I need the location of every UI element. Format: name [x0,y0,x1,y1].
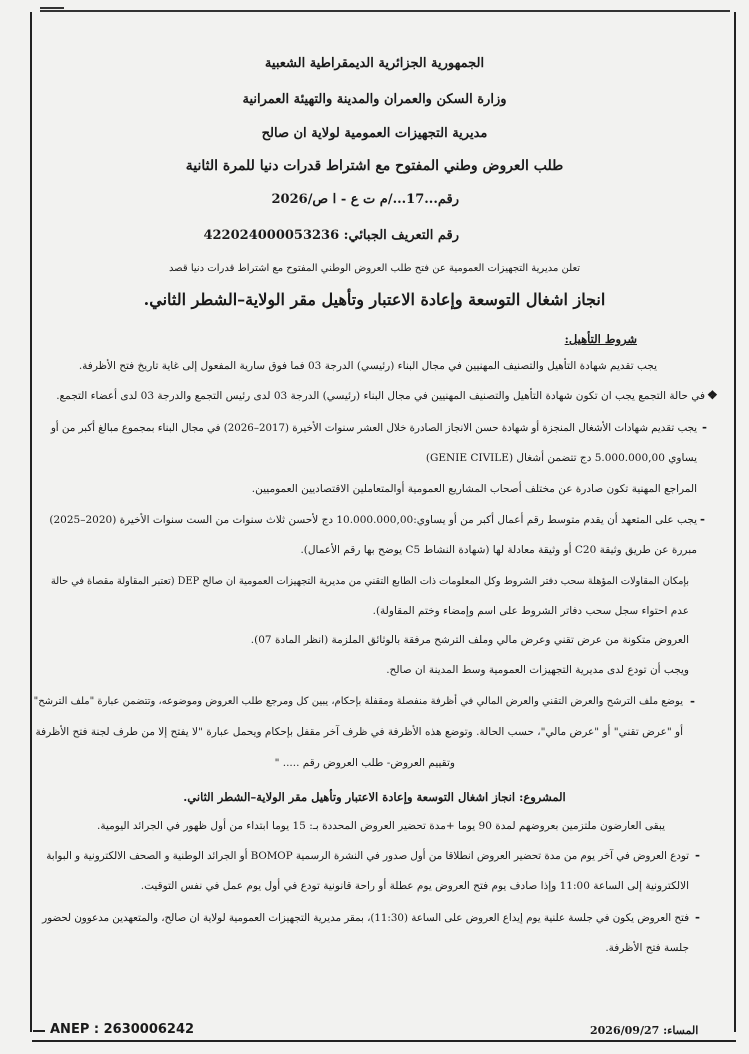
project-label: المشروع: انجاز اشغال التوسعة وإعادة الاعتبار وتأهيل مقر الولاية–الشطر الثاني. [183,790,566,804]
tender-title: طلب العروض وطني المفتوح مع اشتراط قدرات دنيا للمرة الثانية [185,158,564,174]
header-republic: الجمهورية الجزائرية الديمقراطية الشعبية [264,56,485,71]
text-line: يجب تقديم شهادات الأشغال المنجزة أو شهادة حسن الانجاز الصادرة خلال العشر سنوات الأخيرة (2017–2026) في مجال البناء بمجموع مبالغ أكبر من أو [50,422,697,434]
text-line: بإمكان المقاولات المؤهلة سحب دفتر الشروط وكل المعلومات ذات الطابع التقني من مديرية التجهيزات العمومية ان صالح DEP (تعتبر المقاولة مقصاة في حالة [50,576,689,587]
anep-number: ANEP : 2630006242 [50,1022,195,1037]
intro-text: تعلن مديرية التجهيزات العمومية عن فتح طلب العروض الوطني المفتوح مع اشتراط قدرات دنيا قصد [168,263,581,274]
text-line: يبقى العارضون ملتزمين بعروضهم لمدة 90 يوما +مدة تحضير العروض المحددة بـ: 15 يوما ابتداء من أول ظهور في الجرائد اليومية. [97,820,665,832]
dash-icon: - [695,910,700,924]
bullet-icon: ❖ [707,388,718,402]
text-line: في حالة التجمع يجب ان تكون شهادة التأهيل والتصنيف المهنيين في مجال البناء (رئيسي) الدرجة 03 لدى رئيس التجمع والدرجة 03 لدى أعضاء التجمع. [56,390,705,402]
dash-icon: - [702,420,707,434]
text-line: الالكترونية إلى الساعة 11:00 وإذا صادف يوم فتح العروض يوم عطلة أو راحة قانونية تودع في أول يوم عمل في نفس التوقيت. [140,880,689,892]
text-line: يساوي 5.000.000,00 دج تتضمن أشغال (GENIE CIVILE) [425,452,697,464]
text-line: تودع العروض في آخر يوم من مدة تحضير العروض انطلاقا من أول صدور في النشرة الرسمية BOMOP أو الجرائد الوطنية و الصحف الالكترونية و البوابة [46,850,689,862]
qualification-heading: شروط التأهيل: [564,332,637,346]
text-line: فتح العروض يكون في جلسة علنية يوم إيداع العروض على الساعة (11:30)، بمقر مديرية التجهيزات العمومية لولاية ان صالح، والمتعهدين مدعوون لحضور [42,912,689,924]
publication-date: المساء: 2026/09/27 [590,1024,699,1037]
dash-icon: - [695,848,700,862]
text-line: عدم احتواء سجل سحب دفاتر الشروط على اسم وإمضاء وختم المقاولة). [372,605,689,617]
text-line: أو "عرض تقني" أو "عرض مالي"، حسب الحالة. وتوضع هذه الأظرفة في ظرف آخر مقفل بإحكام ويحمل عبارة "لا يفتح إلا من طرف لجنة فتح الأظرفة [35,726,683,738]
text-line: المراجع المهنية تكون صادرة عن مختلف أصحاب المشاريع العمومية أوالمتعاملين الاقتصاديين العموميين. [251,483,697,495]
fiscal-id: رقم التعريف الجبائي: 422024000053236 [203,228,459,243]
header-ministry: وزارة السكن والعمران والمدينة والتهيئة العمرانية [242,92,507,107]
text-line: يجب على المتعهد أن يقدم متوسط رقم أعمال أكبر من أو يساوي:10.000.000,00 دج لأحسن ثلاث سنوات من الست سنوات الأخيرة (2020–2025) [49,514,697,526]
text-line: يجب تقديم شهادة التأهيل والتصنيف المهنيين في مجال البناء (رئيسي) الدرجة 03 فما فوق سارية المفعول إلى غاية تاريخ فتح الأظرفة. [78,360,657,372]
footer-rule [32,1040,736,1042]
header-directorate: مديرية التجهيزات العمومية لولاية ان صالح [261,126,488,141]
text-line: العروض متكونة من عرض تقني وعرض مالي وملف الترشح مرفقة بالوثائق الملزمة (انظر المادة 07). [250,634,689,646]
project-title: انجاز اشغال التوسعة وإعادة الاعتبار وتأهيل مقر الولاية–الشطر الثاني. [143,290,606,309]
dash-icon: - [690,694,695,708]
text-line: جلسة فتح الأظرفة. [605,942,689,954]
top-dash [40,7,64,9]
dash-icon: - [700,512,705,526]
text-line: وتقييم العروض- طلب العروض رقم ..... " [274,757,455,769]
text-line: ويجب أن تودع لدى مديرية التجهيزات العمومية وسط المدينة ان صالح. [386,664,689,676]
footer-dash [33,1030,45,1032]
text-line: مبررة عن طريق وثيقة C20 أو وثيقة معادلة لها (شهادة النشاط C5 يوضح بها رقم الأعمال). [300,544,697,556]
tender-reference: رقم...17.../م ت ع - ا ص/2026 [271,192,459,207]
text-line: يوضع ملف الترشح والعرض التقني والعرض المالي في أظرفة منفصلة ومقفلة بإحكام، يبين كل ومرجع طلب العروض وموضوعه، وتتضمن عبارة "ملف الترشح" [33,696,683,707]
